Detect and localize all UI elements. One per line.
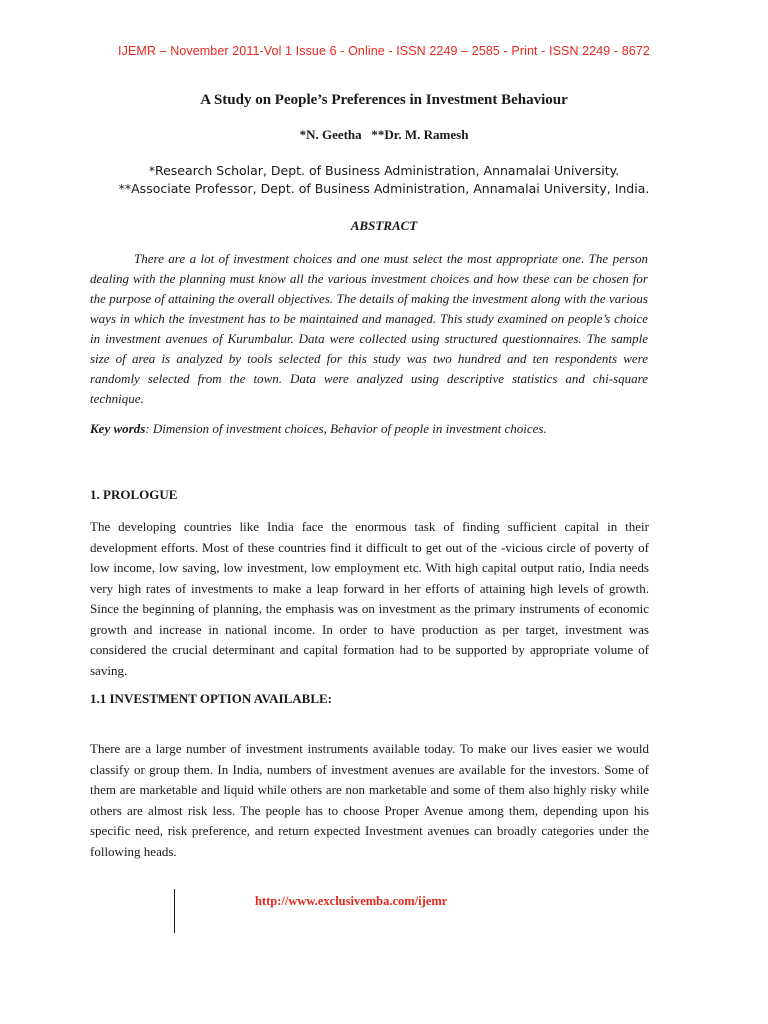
keywords-text: : Dimension of investment choices, Behavior of people in investment choices. [145, 421, 547, 436]
abstract-text: There are a lot of investment choices and one must select the most appropriate one. The person dealing with the planning must know all the various investment choices and how these can be chosen for the purpose of attaining the overall objectives. The details of making the investment along with the various ways in which the investment has to be maintained and managed. This study examined on people’s choice in investment avenues of Kurumbalur. Data were collected using structured questionnaires. The sample size of area is analyzed by tools selected for this study was two hundred and ten respondents were randomly selected from the town. Data were analyzed using descriptive statistics and chi-square technique. [90, 251, 648, 406]
keywords-label: Key words [90, 421, 146, 436]
footer-divider [174, 889, 175, 933]
section-text-investment-options: There are a large number of investment instruments available today. To make our lives easier we would classify or group them. In India, numbers of investment avenues are available for the investors. Some of them are marketable and liquid while others are non marketable and some of them also highly risky while others are almost risk less. The people has to choose Proper Avenue among them, depending upon his specific need, risk preference, and return expected Investment avenues can broadly categories under the following heads. [90, 741, 649, 859]
section-heading-investment-options: 1.1 INVESTMENT OPTION AVAILABLE: [90, 691, 333, 706]
affiliation-2: **Associate Professor, Dept. of Business Administration, Annamalai University, India. [118, 181, 650, 196]
journal-header: IJEMR – November 2011-Vol 1 Issue 6 - Online - ISSN 2249 – 2585 - Print - ISSN 2249 - 8672 [118, 44, 650, 58]
footer-url-link[interactable]: http://www.exclusivemba.com/ijemr [255, 894, 448, 908]
keywords [90, 421, 650, 437]
section-heading-prologue: 1. PROLOGUE [90, 487, 178, 502]
paper-title: A Study on People’s Preferences in Investment Behaviour [200, 92, 568, 108]
section-text-prologue: The developing countries like India face the enormous task of finding sufficient capital in their development efforts. Most of these countries find it difficult to get out of the -vicious circle of poverty of low income, low saving, low investment, low employment etc. With high capital output ratio, India needs very high rates of investments to make a leap forward in her efforts of attaining high levels of growth. Since the beginning of planning, the emphasis was on investment as the primary instruments of economic growth and increase in national income. In order to have production as per target, investment was considered the crucial determinant and capital formation had to be supported by appropriate volume of saving. [90, 519, 649, 678]
affiliation-1: *Research Scholar, Dept. of Business Administration, Annamalai University. [148, 163, 620, 178]
abstract-heading: ABSTRACT [350, 218, 418, 233]
paper-authors: *N. Geetha **Dr. M. Ramesh [299, 127, 469, 142]
